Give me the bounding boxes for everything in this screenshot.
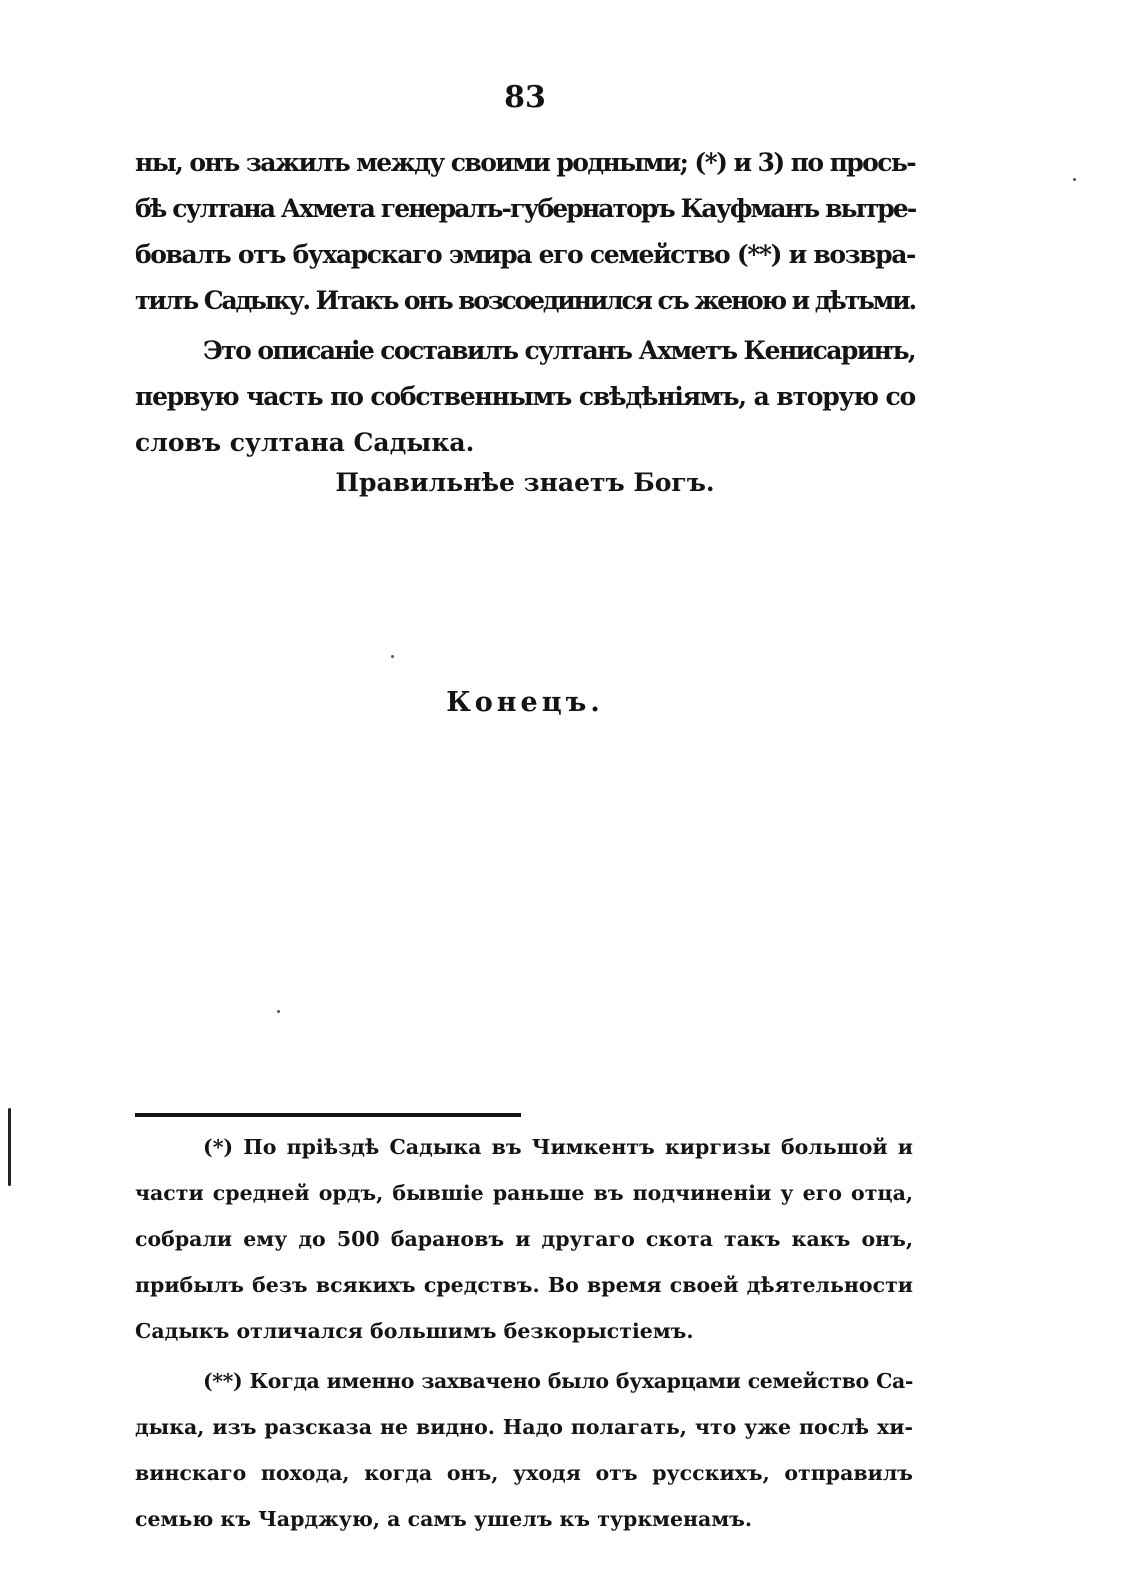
text-line: ны, онъ зажилъ между своими родными; (*) и 3) по прось- [135, 148, 915, 177]
text-line: тилъ Садыку. Итакъ онъ возсоединился съ женою и дѣтьми. [135, 286, 915, 315]
text-line: бовалъ отъ бухарскаго эмира его семейство (**) и возвра- [135, 240, 915, 269]
footnote-line: (**) Когда именно захвачено было бухарцами семейство Са- [203, 1369, 913, 1393]
paragraph-1 [135, 140, 915, 324]
footnote-line: винскаго похода, когда онъ, уходя отъ русскихъ, отправилъ [135, 1461, 913, 1485]
text-line: Это описаніе составилъ султанъ Ахметъ Кенисаринъ, [203, 336, 916, 365]
text-line: первую часть по собственнымъ свѣдѣніямъ, а вторую со [135, 382, 915, 411]
text-line: бѣ султана Ахмета генералъ-губернаторъ Кауфманъ вытре- [135, 194, 916, 223]
footnote-line: части средней ордъ, бывшіе раньше въ подчиненіи у его отца, [135, 1181, 913, 1205]
closing-line: Правильнѣе знаетъ Богъ. [335, 468, 715, 497]
footnote-line: (*) По пріѣздѣ Садыка въ Чимкентъ киргизы большой и [203, 1135, 913, 1159]
scan-speck [277, 1010, 280, 1013]
footnote-line: собрали ему до 500 барановъ и другаго скота такъ какъ онъ, [135, 1227, 913, 1251]
footnote-line: дыка, изъ разсказа не видно. Надо полагать, что уже послѣ хи- [135, 1415, 913, 1439]
footnote-divider [135, 1113, 521, 1117]
scan-speck [1073, 178, 1076, 181]
paragraph-2 [135, 328, 915, 466]
the-end-heading: Конецъ. [446, 687, 604, 718]
main-text [135, 140, 915, 466]
footnote-1 [135, 1130, 913, 1360]
footnote-line: семью къ Чарджую, а самъ ушелъ къ туркменамъ. [135, 1507, 752, 1531]
footnote-line: Садыкъ отличался большимъ безкорыстіемъ. [135, 1319, 694, 1343]
footnote-line: прибылъ безъ всякихъ средствъ. Во время своей дѣятельности [135, 1273, 913, 1297]
page-number: 83 [504, 80, 546, 115]
scan-speck [391, 655, 394, 658]
footnote-2 [135, 1364, 913, 1548]
footnotes [135, 1130, 913, 1548]
margin-scan-mark [8, 1108, 11, 1186]
text-line: словъ султана Садыка. [135, 428, 475, 457]
